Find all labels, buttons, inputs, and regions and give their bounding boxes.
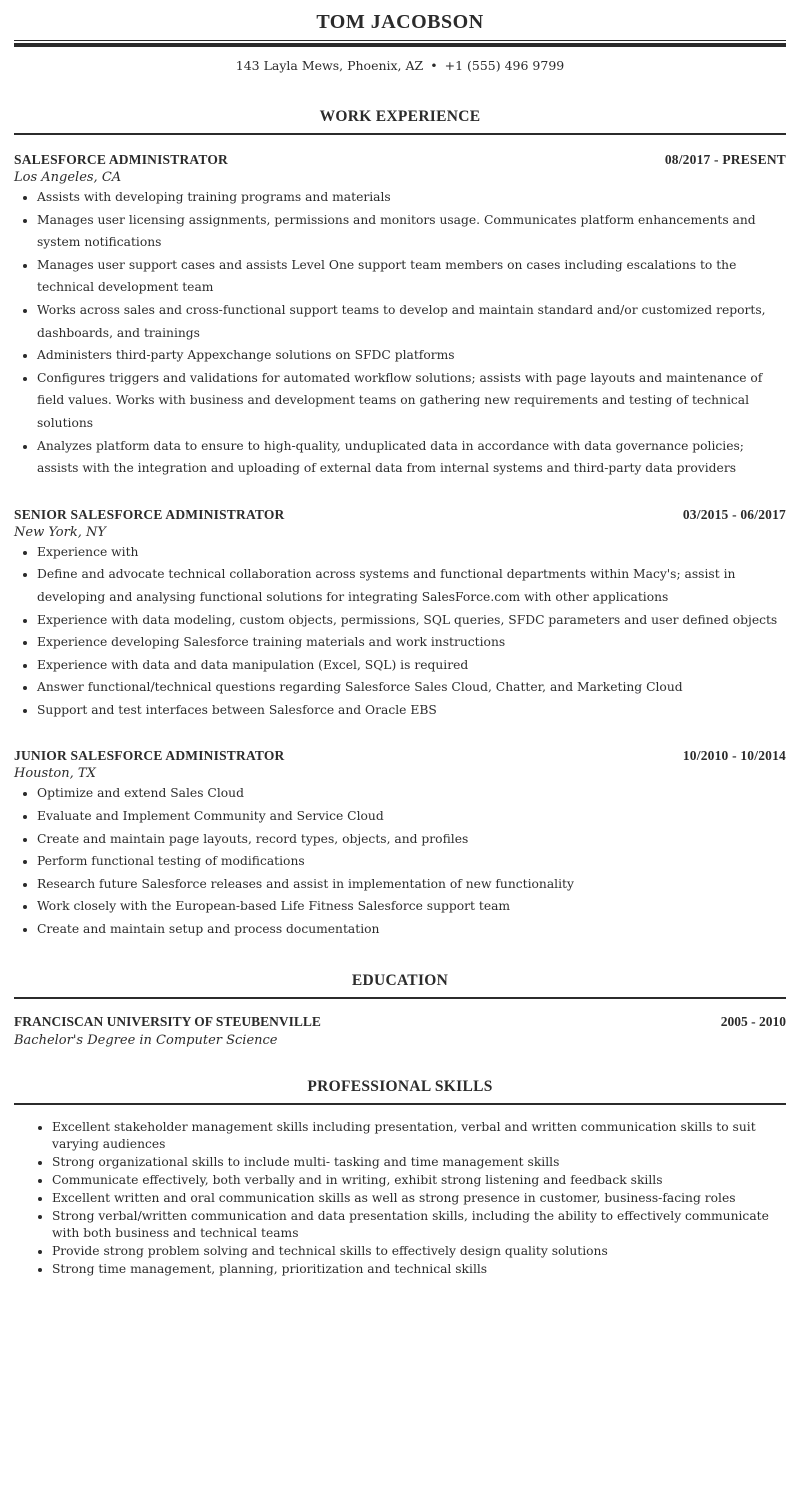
contact-line <box>14 58 786 74</box>
skills-list <box>14 1119 786 1279</box>
job-entry <box>14 151 786 480</box>
list-item: • Excellent stakeholder management skills including presentation, verbal and written communication skills to suit varying audiences <box>52 1119 786 1155</box>
list-item: • Experience developing Salesforce training materials and work instructions <box>37 631 786 654</box>
job-location: Los Angeles, CA <box>14 170 122 185</box>
list-item: • Excellent written and oral communication skills as well as strong presence in customer, business-facing roles <box>52 1190 786 1208</box>
job-location: New York, NY <box>14 524 106 540</box>
job-bullets <box>14 782 786 940</box>
list-item: • Research future Salesforce releases and assist in implementation of new functionality <box>37 873 786 896</box>
job-title: SALESFORCE ADMINISTRATOR <box>14 152 228 167</box>
list-item: • Manages user licensing assignments, permissions and monitors usage. Communicates platform enhancements and system notifications <box>37 209 786 254</box>
contact-separator: • <box>430 58 438 73</box>
job-entry <box>14 506 786 722</box>
section-title-education: EDUCATION <box>351 971 449 989</box>
job-header <box>14 747 786 765</box>
education-dates: 2005 - 2010 <box>720 1013 786 1029</box>
job-title: SENIOR SALESFORCE ADMINISTRATOR <box>14 506 285 522</box>
phone: +1 (555) 496 9799 <box>444 58 565 73</box>
list-item: • Provide strong problem solving and technical skills to effectively design quality solutions <box>52 1243 786 1261</box>
address: 143 Layla Mews, Phoenix, AZ <box>235 58 424 73</box>
job-title: JUNIOR SALESFORCE ADMINISTRATOR <box>14 748 285 764</box>
list-item: • Create and maintain page layouts, record types, objects, and profiles <box>37 828 786 851</box>
list-item: • Strong verbal/written communication and data presentation skills, including the ability to effectively communicate with both business and technical teams <box>52 1208 786 1244</box>
header-rule <box>14 40 786 47</box>
education-header <box>14 1013 786 1031</box>
list-item: • Strong organizational skills to include multi- tasking and time management skills <box>52 1154 786 1172</box>
list-item: • Evaluate and Implement Community and Service Cloud <box>37 805 786 828</box>
list-item: • Perform functional testing of modifications <box>37 850 786 873</box>
job-dates: 03/2015 - 06/2017 <box>682 506 786 522</box>
job-bullets <box>14 186 786 480</box>
job-dates: 08/2017 - PRESENT <box>664 152 786 167</box>
section-title-skills: PROFESSIONAL SKILLS <box>307 1077 493 1095</box>
list-item: • Optimize and extend Sales Cloud <box>37 782 786 805</box>
job-header <box>14 506 786 524</box>
list-item: • Works across sales and cross-functional support teams to develop and maintain standard and/or customized reports, dashboards, and trainings <box>37 299 786 344</box>
list-item: • Create and maintain setup and process documentation <box>37 918 786 941</box>
education-section <box>14 971 786 1049</box>
section-rule <box>14 133 786 135</box>
job-header <box>14 151 786 169</box>
list-item: • Strong time management, planning, prioritization and technical skills <box>52 1261 786 1279</box>
job-bullets <box>14 541 786 722</box>
job-location: Houston, TX <box>14 766 96 782</box>
school-name: FRANCISCAN UNIVERSITY OF STEUBENVILLE <box>14 1013 321 1029</box>
list-item: • Manages user support cases and assists Level One support team members on cases including escalations to the technical development team <box>37 254 786 299</box>
list-item: • Configures triggers and validations for automated workflow solutions; assists with page layouts and maintenance of field values. Works with business and development teams on gathering new requirements and testing of technical solutions <box>37 367 786 435</box>
job-dates: 10/2010 - 10/2014 <box>682 748 786 764</box>
work-experience-section <box>14 107 786 941</box>
list-item: • Assists with developing training programs and materials <box>37 186 786 209</box>
job-entry <box>14 747 786 940</box>
list-item: • Support and test interfaces between Salesforce and Oracle EBS <box>37 699 786 722</box>
list-item: • Answer functional/technical questions regarding Salesforce Sales Cloud, Chatter, and Marketing Cloud <box>37 676 786 699</box>
list-item: • Administers third-party Appexchange solutions on SFDC platforms <box>37 344 786 367</box>
section-rule <box>14 1103 786 1105</box>
list-item: • Experience with <box>37 541 786 564</box>
section-title-work-experience: WORK EXPERIENCE <box>319 108 481 125</box>
list-item: • Experience with data and data manipulation (Excel, SQL) is required <box>37 654 786 677</box>
list-item: • Analyzes platform data to ensure to high-quality, unduplicated data in accordance with data governance policies; assists with the integration and uploading of external data from internal systems and third-party data providers <box>37 435 786 480</box>
list-item: • Define and advocate technical collaboration across systems and functional departments within Macy's; assist in developing and analysing functional solutions for integrating SalesForce.com with other applications <box>37 563 786 608</box>
candidate-name: TOM JACOBSON <box>316 11 484 33</box>
list-item: • Experience with data modeling, custom objects, permissions, SQL queries, SFDC parameters and user defined objects <box>37 609 786 632</box>
list-item: • Work closely with the European-based Life Fitness Salesforce support team <box>37 895 786 918</box>
list-item: • Communicate effectively, both verbally and in writing, exhibit strong listening and feedback skills <box>52 1172 786 1190</box>
degree: Bachelor's Degree in Computer Science <box>14 1032 278 1048</box>
section-rule <box>14 997 786 999</box>
resume-page <box>14 0 786 1279</box>
skills-section <box>14 1077 786 1279</box>
